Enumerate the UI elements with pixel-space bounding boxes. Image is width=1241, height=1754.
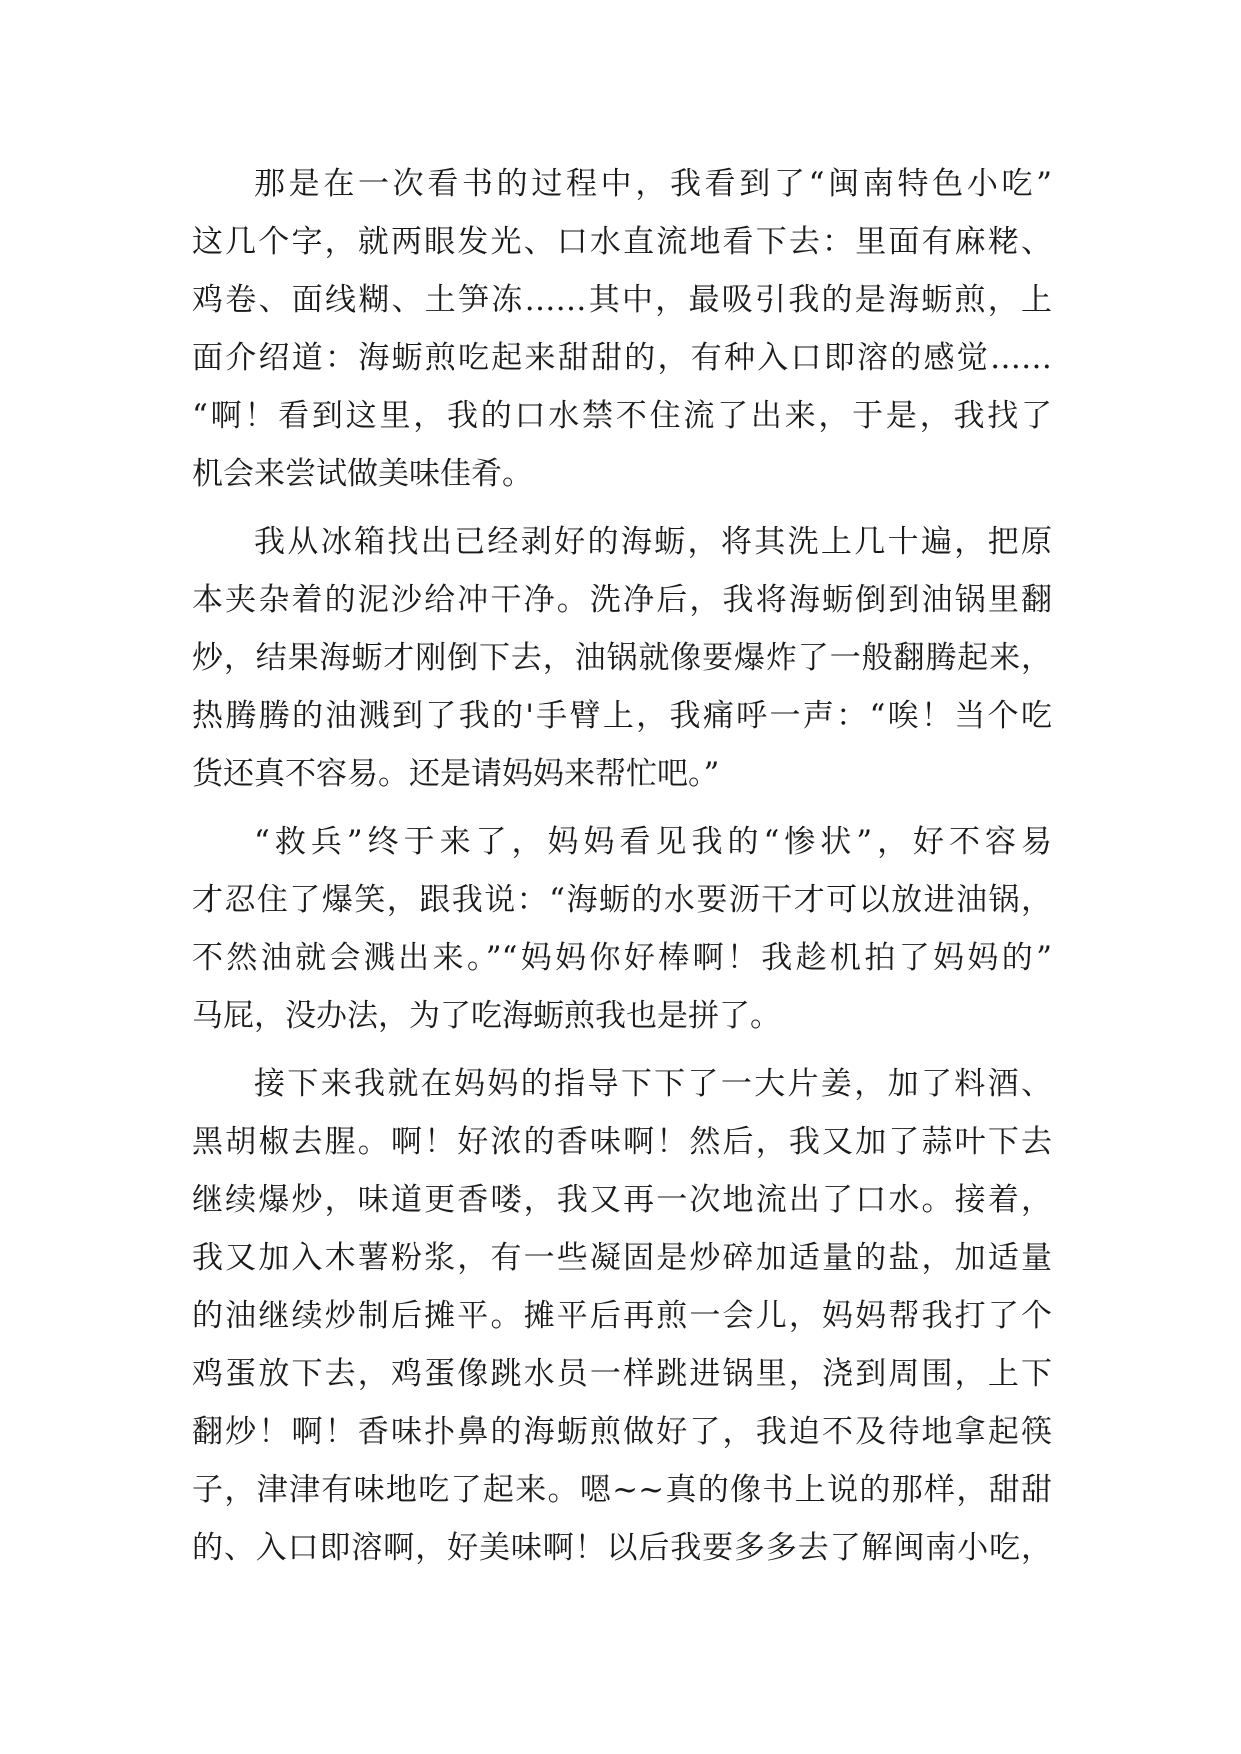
text-line: 热腾腾的油溅到了我的'手臂上，我痛呼一声：“唉！当个吃 bbox=[192, 698, 1052, 734]
text-line: 继续爆炒，味道更香喽，我又再一次地流出了口水。接着， bbox=[192, 1182, 1052, 1218]
text-line: 翻炒！啊！香味扑鼻的海蛎煎做好了，我迫不及待地拿起筷 bbox=[192, 1414, 1052, 1450]
text-line: “啊！看到这里，我的口水禁不住流了出来，于是，我找了 bbox=[192, 398, 1052, 434]
text-line: 那是在一次看书的过程中，我看到了“闽南特色小吃” bbox=[254, 166, 1052, 202]
text-line: 黑胡椒去腥。啊！好浓的香味啊！然后，我又加了蒜叶下去 bbox=[192, 1124, 1052, 1160]
text-line: 货还真不容易。还是请妈妈来帮忙吧。” bbox=[192, 756, 720, 792]
text-line: 鸡卷、面线糊、土笋冻……其中，最吸引我的是海蛎煎，上 bbox=[192, 282, 1052, 318]
text-line: 鸡蛋放下去，鸡蛋像跳水员一样跳进锅里，浇到周围，上下 bbox=[192, 1356, 1052, 1392]
text-line: 的、入口即溶啊，好美味啊！以后我要多多去了解闽南小吃， bbox=[192, 1530, 1052, 1566]
text-line: 不然油就会溅出来。”“妈妈你好棒啊！我趁机拍了妈妈的” bbox=[192, 940, 1052, 976]
text-line: 才忍住了爆笑，跟我说：“海蛎的水要沥干才可以放进油锅， bbox=[192, 882, 1052, 918]
text-line: 这几个字，就两眼发光、口水直流地看下去：里面有麻粩、 bbox=[192, 224, 1052, 260]
text-line: 接下来我就在妈妈的指导下下了一大片姜，加了料酒、 bbox=[254, 1066, 1052, 1102]
text-line: 的油继续炒制后摊平。摊平后再煎一会儿，妈妈帮我打了个 bbox=[192, 1298, 1052, 1334]
text-line: 机会来尝试做美味佳肴。 bbox=[192, 456, 533, 492]
text-line: 马屁，没办法，为了吃海蛎煎我也是拼了。 bbox=[192, 998, 781, 1034]
text-line: 我又加入木薯粉浆，有一些凝固是炒碎加适量的盐，加适量 bbox=[192, 1240, 1052, 1276]
text-line: 本夹杂着的泥沙给冲干净。洗净后，我将海蛎倒到油锅里翻 bbox=[192, 582, 1052, 618]
text-line: 我从冰箱找出已经剥好的海蛎，将其洗上几十遍，把原 bbox=[254, 524, 1052, 560]
text-line: 子，津津有味地吃了起来。嗯~~真的像书上说的那样，甜甜 bbox=[192, 1472, 1052, 1508]
essay-body bbox=[192, 155, 1052, 1577]
paragraph-2 bbox=[192, 513, 1052, 803]
text-line: “救兵”终于来了，妈妈看见我的“惨状”，好不容易 bbox=[254, 824, 1052, 860]
paragraph-3 bbox=[192, 813, 1052, 1045]
text-line: 炒，结果海蛎才刚倒下去，油锅就像要爆炸了一般翻腾起来， bbox=[192, 640, 1052, 676]
paragraph-4 bbox=[192, 1055, 1052, 1577]
paragraph-1 bbox=[192, 155, 1052, 503]
text-line: 面介绍道：海蛎煎吃起来甜甜的，有种入口即溶的感觉…… bbox=[192, 340, 1052, 376]
